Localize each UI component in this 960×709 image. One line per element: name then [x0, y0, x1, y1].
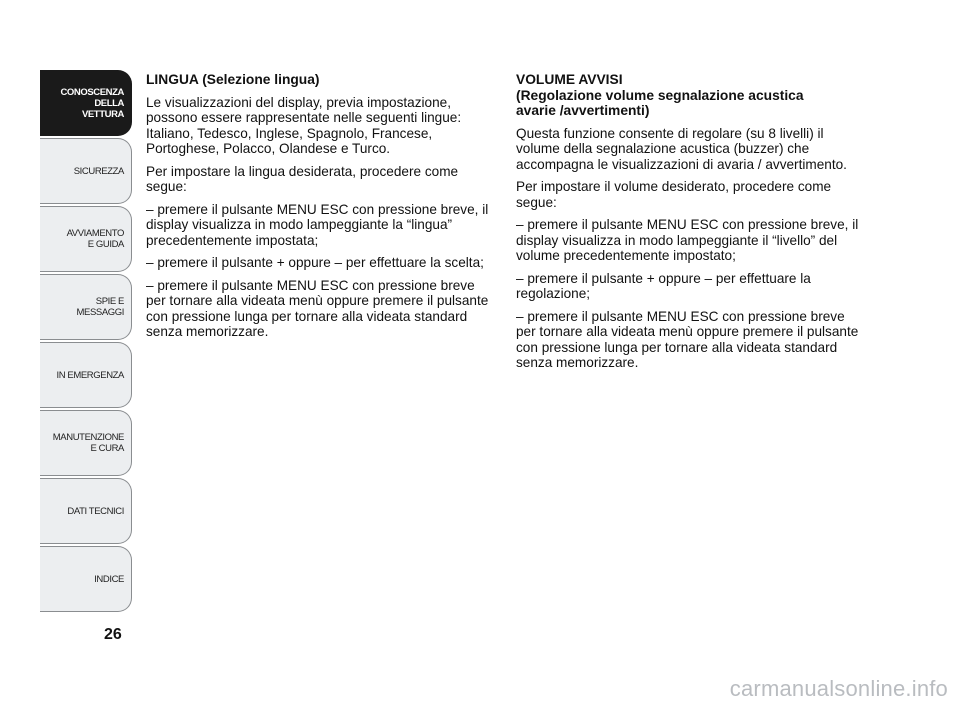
chapter-tab[interactable]: [40, 410, 132, 476]
paragraph: – premere il pulsante MENU ESC con pressione breve per tornare alla videata menù oppure premere il pulsante con pressione lunga per tornare alla videata standard senza memorizzare.: [146, 277, 489, 339]
chapter-tab-label: DELLA: [94, 97, 124, 109]
chapter-tab-label: MANUTENZIONE: [52, 432, 124, 443]
paragraph: Per impostare il volume desiderato, procedere come segue:: [516, 179, 832, 210]
section-title-lingua: LINGUA (Selezione lingua): [146, 72, 320, 87]
chapter-tab[interactable]: [40, 342, 132, 408]
chapter-tab[interactable]: [40, 138, 132, 204]
title-line: (Regolazione volume segnalazione acustica: [516, 87, 804, 103]
chapter-tab-label: E CURA: [90, 443, 124, 454]
chapter-tab[interactable]: [40, 274, 132, 340]
paragraph: – premere il pulsante MENU ESC con pressione breve per tornare alla videata menù oppure premere il pulsante con pressione lunga per tornare alla videata standard senza memorizzare.: [516, 308, 859, 370]
section-lingua: [146, 72, 496, 347]
paragraph: – premere il pulsante + oppure – per effettuare la scelta;: [146, 255, 484, 270]
chapter-tab-label: CONOSCENZA: [60, 86, 124, 98]
title-line: avarie /avvertimenti): [516, 103, 650, 118]
chapter-tab-label: AVVIAMENTO: [66, 228, 124, 239]
page-number: 26: [104, 626, 122, 643]
section-title-volume: [516, 72, 866, 119]
paragraph: Questa funzione consente di regolare (su 8 livelli) il volume della segnalazione acustica (buzzer) che accompagna le visualizzazioni di avaria / avvertimento.: [516, 125, 847, 172]
chapter-tab-label: E GUIDA: [87, 239, 124, 250]
paragraph: – premere il pulsante MENU ESC con pressione breve, il display visualizza in modo lampeggiante il “livello” del volume precedentemente impostato;: [516, 217, 859, 263]
chapter-tab-label: SICUREZZA: [73, 165, 124, 177]
paragraph: – premere il pulsante + oppure – per effettuare la regolazione;: [516, 270, 811, 301]
chapter-tab-label: DATI TECNICI: [67, 505, 124, 517]
paragraph: Le visualizzazioni del display, previa impostazione, possono essere rappresentate nelle seguenti lingue: Italiano, Tedesco, Inglese, Spagnolo, Francese, Portoghese, Polacco, Olandese e Turco.: [146, 94, 462, 156]
watermark: carmanualsonline.info: [729, 676, 948, 701]
paragraph: – premere il pulsante MENU ESC con pressione breve, il display visualizza in modo lampeggiante la “lingua” precedentemente impostata;: [146, 201, 489, 248]
chapter-tab-label: SPIE E: [95, 296, 124, 307]
chapter-tab[interactable]: [40, 546, 132, 612]
chapter-tab-label: INDICE: [94, 573, 124, 585]
chapter-tab-label: VETTURA: [81, 108, 124, 120]
chapter-tab[interactable]: [40, 478, 132, 544]
chapter-tab[interactable]: [40, 70, 132, 136]
section-volume-avvisi: [516, 72, 866, 378]
title-line: VOLUME AVVISI: [516, 72, 623, 87]
chapter-tab[interactable]: [40, 206, 132, 272]
chapter-tab-label: MESSAGGI: [76, 307, 124, 318]
chapter-tab-label: IN EMERGENZA: [56, 369, 124, 381]
paragraph: Per impostare la lingua desiderata, procedere come segue:: [146, 163, 459, 194]
